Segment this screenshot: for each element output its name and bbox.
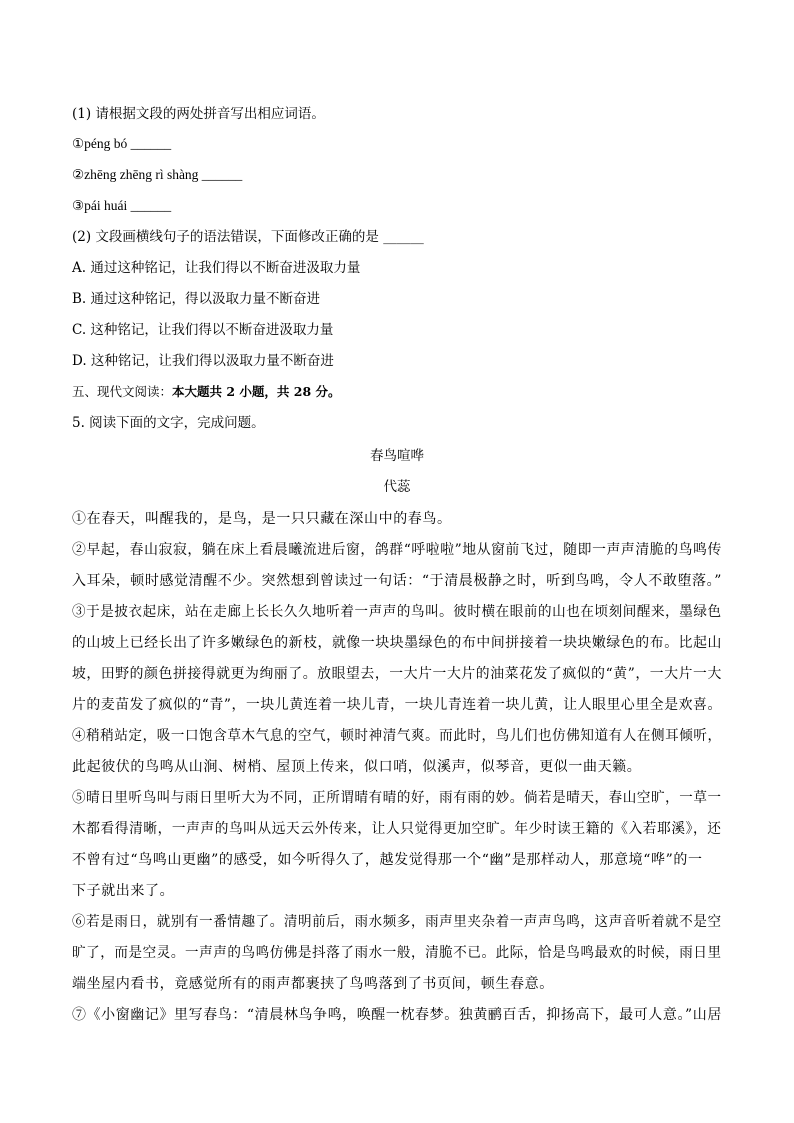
pinyin-item-3: ③pái huái ______ <box>72 198 172 213</box>
option-c: C. 这种铭记，让我们得以不断奋进汲取力量 <box>72 322 334 338</box>
article-line: ⑤晴日里听鸟叫与雨日里听大为不同，正所谓晴有晴的好，雨有雨的妙。倘若是晴天，春山空旷，一草一 <box>72 790 722 806</box>
section-heading-prefix: 五、现代文阅读： <box>72 384 173 399</box>
article-title: 春鸟喧哗 <box>370 448 424 464</box>
article-line: 片的麦苗发了疯似的“青”，一块儿黄连着一块儿青，一块儿青连着一块儿黄，让人眼里心里全是欢喜。 <box>72 697 722 713</box>
article-line: 入耳朵，顿时感觉清醒不少。突然想到曾读过一句话：“于清晨极静之时，听到鸟鸣，令人不敢堕落。” <box>72 573 722 589</box>
article-author: 代蕊 <box>383 479 411 495</box>
option-d: D. 这种铭记，让我们得以汲取力量不断奋进 <box>72 353 334 369</box>
article-line: 坡，田野的颜色拼接得就更为绚丽了。放眼望去，一大片一大片的油菜花发了疯似的“黄”，一大片一大 <box>72 666 722 682</box>
question-1-prompt: (1) 请根据文段的两处拼音写出相应词语。 <box>72 106 325 122</box>
article-line: 的山坡上已经长出了许多嫩绿色的新枝，就像一块块墨绿色的布中间拼接着一块块嫩绿色的布。比起山 <box>72 635 722 651</box>
article-line: ③于是披衣起床，站在走廊上长长久久地听着一声声的鸟叫。彼时横在眼前的山也在顷刻间醒来，墨绿色 <box>72 604 722 620</box>
option-a: A. 通过这种铭记，让我们得以不断奋进汲取力量 <box>72 260 361 276</box>
article-line: ①在春天，叫醒我的，是鸟，是一只只藏在深山中的春鸟。 <box>72 511 452 527</box>
article-line: 木都看得清晰，一声声的鸟叫从远天云外传来，让人只觉得更加空旷。年少时读王籍的《入若耶溪》，还 <box>72 821 722 837</box>
article-line: 不曾有过“鸟鸣山更幽”的感受，如今听得久了，越发觉得那一个“幽”是那样动人，那意境“哗”的一 <box>72 852 703 868</box>
article-line: ②早起，春山寂寂，躺在床上看晨曦流进后窗，鸽群“呼啦啦”地从窗前飞过，随即一声声清脆的鸟鸣传 <box>72 542 722 558</box>
option-b: B. 通过这种铭记，得以汲取力量不断奋进 <box>72 291 321 307</box>
article-line: 此起彼伏的鸟鸣从山涧、树梢、屋顶上传来，似口哨，似溪声，似琴音，更似一曲天籁。 <box>72 759 642 775</box>
question-2-prompt: (2) 文段画横线句子的语法错误，下面修改正确的是 ______ <box>72 229 424 245</box>
pinyin-item-1: ①péng bó ______ <box>72 136 172 151</box>
pinyin-item-2: ②zhēng zhēng rì shàng ______ <box>72 167 243 182</box>
section-instruction: 5. 阅读下面的文字，完成问题。 <box>72 415 265 431</box>
article-line: ⑦《小窗幽记》里写春鸟：“清晨林鸟争鸣，唤醒一枕春梦。独黄鹂百舌，抑扬高下，最可人意。”山居 <box>72 1007 722 1023</box>
article-line: 旷了，而是空灵。一声声的鸟鸣仿佛是抖落了雨水一般，清脆不已。此际，恰是鸟鸣最欢的时候，雨日里 <box>72 945 722 961</box>
article-line: 下子就出来了。 <box>72 883 175 899</box>
section-heading <box>72 382 341 402</box>
article-line: 端坐屋内看书，竟感觉所有的雨声都裹挟了鸟鸣落到了书页间，顿生春意。 <box>72 976 554 992</box>
article-line: ⑥若是雨日，就别有一番情趣了。清明前后，雨水频多，雨声里夹杂着一声声鸟鸣，这声音听着就不是空 <box>72 914 722 930</box>
article-line: ④稍稍站定，吸一口饱含草木气息的空气，顿时神清气爽。而此时，鸟儿们也仿佛知道有人在侧耳倾听， <box>72 728 722 744</box>
section-heading-bold: 本大题共 2 小题，共 28 分。 <box>172 384 341 399</box>
